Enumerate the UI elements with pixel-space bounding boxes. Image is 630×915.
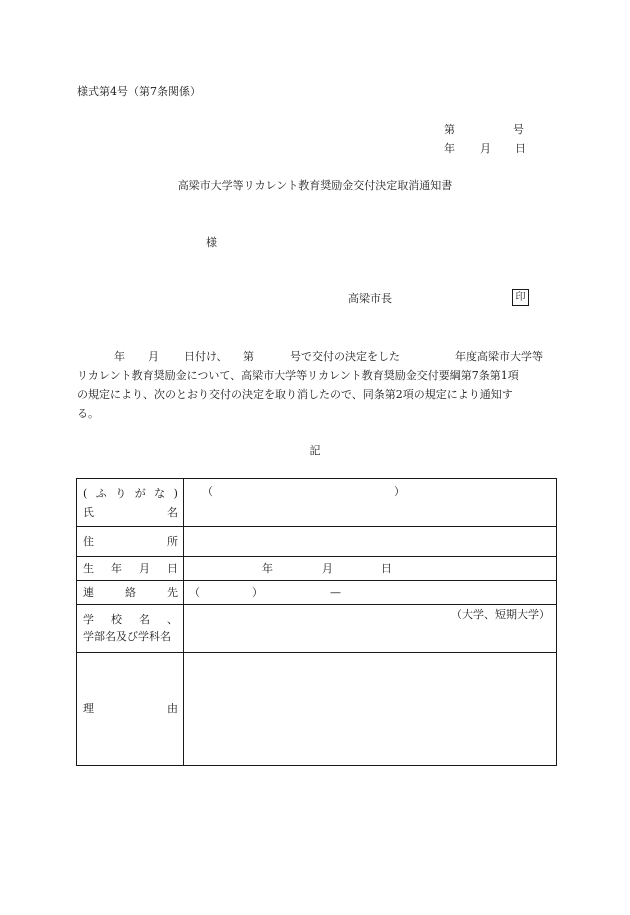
reason-label: 理 由 xyxy=(83,702,178,715)
ki-heading: 記 xyxy=(309,444,321,457)
school-value-cell[interactable] xyxy=(184,605,557,653)
body-year: 年 xyxy=(114,350,125,363)
name-label-cell xyxy=(77,479,184,527)
body-go-text: 号で交付の決定をした xyxy=(290,350,400,363)
table-row xyxy=(77,581,557,605)
table-row xyxy=(77,605,557,653)
birthdate-label: 生 年 月 日 xyxy=(83,562,178,575)
table-row xyxy=(77,527,557,557)
school-label-cell xyxy=(77,605,184,653)
contact-dash: — xyxy=(330,586,341,599)
name-label: 氏 名 xyxy=(83,506,178,519)
contact-close-paren: ） xyxy=(252,586,263,599)
birthdate-label-cell xyxy=(77,557,184,581)
birth-month: 月 xyxy=(322,562,333,575)
addressee-suffix: 様 xyxy=(206,236,217,249)
birth-year: 年 xyxy=(262,562,273,575)
body-line-4: る。 xyxy=(77,407,99,420)
document-number-suffix: 号 xyxy=(513,123,524,136)
document-title: 高梁市大学等リカレント教育奨励金交付決定取消通知書 xyxy=(177,179,453,192)
table-row xyxy=(77,653,557,766)
body-day-attach: 日付け、 xyxy=(184,350,228,363)
address-label-cell xyxy=(77,527,184,557)
body-line-2: リカレント教育奨励金について、高梁市大学等リカレント教育奨励金交付要綱第7条第1項 xyxy=(77,369,519,382)
department-label: 学部名及び学科名 xyxy=(83,630,171,643)
seal-stamp: 印 xyxy=(512,289,529,306)
issue-date-day: 日 xyxy=(515,142,526,155)
body-fiscal-text: 年度高梁市大学等 xyxy=(455,350,543,363)
name-value-cell[interactable] xyxy=(184,479,557,527)
school-label: 学 校 名 、 xyxy=(83,613,178,626)
table-row xyxy=(77,557,557,581)
furigana-close-paren: ） xyxy=(394,485,405,498)
body-line-3: の規定により、次のとおり交付の決定を取り消したので、同条第2項の規定により通知す xyxy=(77,388,513,401)
recipient-info-table xyxy=(76,478,557,766)
contact-value-cell[interactable] xyxy=(184,581,557,605)
issue-date-month: 月 xyxy=(480,142,491,155)
contact-label: 連 絡 先 xyxy=(83,586,178,599)
issuer-name: 高梁市長 xyxy=(348,292,392,305)
furigana-open-paren: （ xyxy=(202,485,213,498)
contact-label-cell xyxy=(77,581,184,605)
reason-label-cell xyxy=(77,653,184,766)
birth-day: 日 xyxy=(381,562,392,575)
table-row xyxy=(77,479,557,527)
school-type-note: （大学、短期大学） xyxy=(451,608,550,621)
furigana-label: ( ふ り が な ) xyxy=(83,487,178,500)
contact-open-paren: （ xyxy=(189,586,200,599)
address-label: 住 所 xyxy=(83,535,178,548)
issue-date-year: 年 xyxy=(444,142,455,155)
form-number-label: 様式第4号（第7条関係） xyxy=(77,85,201,98)
reason-value-cell[interactable] xyxy=(184,653,557,766)
document-number-prefix: 第 xyxy=(444,123,455,136)
body-dai: 第 xyxy=(243,350,254,363)
birthdate-value-cell[interactable] xyxy=(184,557,557,581)
body-month: 月 xyxy=(148,350,159,363)
address-value-cell[interactable] xyxy=(184,527,557,557)
